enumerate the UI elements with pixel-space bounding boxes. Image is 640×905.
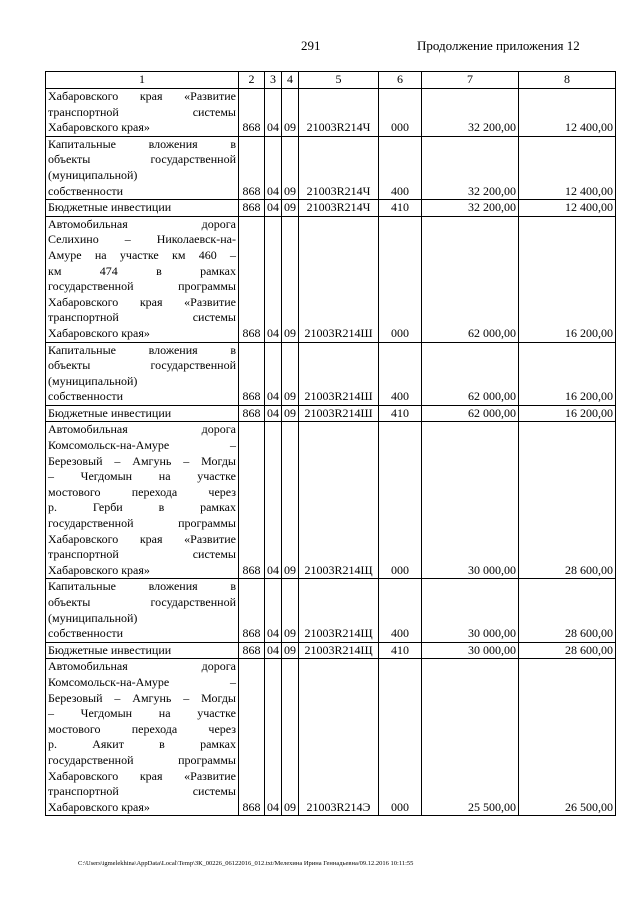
row-name-line: собственности (48, 183, 124, 198)
subsection-code-cell: 09 (282, 200, 299, 217)
table-body (46, 89, 616, 816)
department-code-cell: 868 (239, 200, 265, 217)
row-name-line: объекты государственной (48, 595, 236, 609)
section-code-cell: 04 (265, 136, 282, 199)
amount-year1-cell: 62 000,00 (422, 405, 519, 422)
department-code-cell: 868 (239, 579, 265, 642)
row-name-line: Хабаровского края «Развитие (48, 89, 236, 103)
row-name-line: собственности (48, 626, 124, 641)
amount-year1-cell: 62 000,00 (422, 342, 519, 405)
row-name-line: государственной программы (48, 516, 236, 531)
amount-year1-cell: 32 200,00 (422, 89, 519, 137)
table-row (46, 200, 616, 217)
row-name-cell (46, 136, 239, 199)
table-row (46, 216, 616, 342)
department-code-cell: 868 (239, 216, 265, 342)
expense-type-cell: 400 (379, 342, 422, 405)
row-name-line: – Чегдомын на участке (48, 469, 236, 484)
row-name-line: государственной программы (48, 752, 236, 767)
amount-year2-cell: 12 400,00 (519, 89, 616, 137)
row-name-line: Селихино – Николаевск-на- (48, 232, 236, 247)
amount-year1-cell: 62 000,00 (422, 216, 519, 342)
column-header-row (46, 72, 616, 89)
appendix-continuation-title: Продолжение приложения 12 (417, 38, 580, 53)
table-row (46, 659, 616, 816)
row-name-line: р. Герби в рамках (48, 500, 236, 515)
column-header: 5 (299, 72, 379, 89)
row-name-cell (46, 642, 239, 659)
target-article-cell: 21003R214Ч (299, 89, 379, 137)
column-header: 4 (282, 72, 299, 89)
row-name-line: км 474 в рамках (48, 263, 236, 278)
table-row (46, 89, 616, 137)
row-name-line: – Чегдомын на участке (48, 706, 236, 721)
row-name-line: Хабаровского края» (48, 325, 150, 340)
expense-type-cell: 410 (379, 200, 422, 217)
table-row (46, 405, 616, 422)
table-row (46, 579, 616, 642)
amount-year2-cell: 16 200,00 (519, 216, 616, 342)
column-header: 2 (239, 72, 265, 89)
row-name-line: государственной программы (48, 279, 236, 294)
expense-type-cell: 000 (379, 89, 422, 137)
row-name-line: Капитальные вложения в (48, 579, 236, 594)
expense-type-cell: 410 (379, 642, 422, 659)
row-name-cell (46, 405, 239, 422)
row-name-line: транспортной системы (48, 784, 236, 799)
column-header: 1 (46, 72, 239, 89)
row-name-line: Хабаровского края» (48, 799, 150, 814)
row-name-line: мостового перехода через (48, 721, 236, 736)
subsection-code-cell: 09 (282, 579, 299, 642)
row-name-line: Бюджетные инвестиции (48, 405, 172, 420)
target-article-cell: 21003R214Э (299, 659, 379, 816)
subsection-code-cell: 09 (282, 659, 299, 816)
target-article-cell: 21003R214Ш (299, 342, 379, 405)
row-name-line: Автомобильная дорога (48, 216, 236, 231)
row-name-line: (муниципальной) (48, 167, 138, 182)
row-name-line: Хабаровского края» (48, 120, 150, 135)
row-name-line: Автомобильная дорога (48, 422, 236, 437)
amount-year2-cell: 16 200,00 (519, 342, 616, 405)
target-article-cell: 21003R214Щ (299, 579, 379, 642)
target-article-cell: 21003R214Ч (299, 136, 379, 199)
expense-type-cell: 000 (379, 659, 422, 816)
target-article-cell: 21003R214Щ (299, 422, 379, 579)
department-code-cell: 868 (239, 342, 265, 405)
target-article-cell: 21003R214Ш (299, 405, 379, 422)
amount-year2-cell: 12 400,00 (519, 200, 616, 217)
row-name-line: Автомобильная дорога (48, 659, 236, 674)
subsection-code-cell: 09 (282, 136, 299, 199)
target-article-cell: 21003R214Ч (299, 200, 379, 217)
row-name-line: Березовый – Амгунь – Могды (48, 690, 236, 705)
row-name-line: мостового перехода через (48, 484, 236, 499)
column-header: 7 (422, 72, 519, 89)
row-name-line: Березовый – Амгунь – Могды (48, 453, 236, 468)
row-name-cell (46, 89, 239, 137)
amount-year1-cell: 32 200,00 (422, 200, 519, 217)
row-name-line: Комсомольск-на-Амуре – (48, 674, 236, 689)
amount-year2-cell: 28 600,00 (519, 579, 616, 642)
row-name-line: Хабаровского края «Развитие (48, 294, 236, 309)
department-code-cell: 868 (239, 89, 265, 137)
row-name-line: Хабаровского края «Развитие (48, 531, 236, 546)
row-name-cell (46, 216, 239, 342)
table-row (46, 342, 616, 405)
row-name-line: транспортной системы (48, 547, 236, 562)
subsection-code-cell: 09 (282, 405, 299, 422)
table-row (46, 642, 616, 659)
row-name-line: Хабаровского края «Развитие (48, 768, 236, 783)
row-name-cell (46, 342, 239, 405)
row-name-cell (46, 200, 239, 217)
column-header: 8 (519, 72, 616, 89)
section-code-cell: 04 (265, 405, 282, 422)
subsection-code-cell: 09 (282, 642, 299, 659)
row-name-line: транспортной системы (48, 104, 236, 119)
row-name-line: Хабаровского края» (48, 562, 150, 577)
section-code-cell: 04 (265, 200, 282, 217)
row-name-line: объекты государственной (48, 358, 236, 373)
row-name-cell (46, 422, 239, 579)
section-code-cell: 04 (265, 89, 282, 137)
expense-type-cell: 000 (379, 422, 422, 579)
department-code-cell: 868 (239, 659, 265, 816)
section-code-cell: 04 (265, 642, 282, 659)
budget-table (45, 71, 616, 816)
expense-type-cell: 400 (379, 579, 422, 642)
subsection-code-cell: 09 (282, 216, 299, 342)
row-name-line: Бюджетные инвестиции (48, 200, 172, 215)
table-row (46, 136, 616, 199)
amount-year1-cell: 30 000,00 (422, 422, 519, 579)
expense-type-cell: 400 (379, 136, 422, 199)
subsection-code-cell: 09 (282, 342, 299, 405)
expense-type-cell: 000 (379, 216, 422, 342)
amount-year2-cell: 26 500,00 (519, 659, 616, 816)
target-article-cell: 21003R214Щ (299, 642, 379, 659)
amount-year1-cell: 25 500,00 (422, 659, 519, 816)
section-code-cell: 04 (265, 659, 282, 816)
department-code-cell: 868 (239, 422, 265, 579)
row-name-line: объекты государственной (48, 152, 236, 167)
row-name-line: (муниципальной) (48, 373, 138, 388)
department-code-cell: 868 (239, 136, 265, 199)
section-code-cell: 04 (265, 216, 282, 342)
row-name-line: (муниципальной) (48, 610, 138, 625)
amount-year2-cell: 16 200,00 (519, 405, 616, 422)
target-article-cell: 21003R214Ш (299, 216, 379, 342)
subsection-code-cell: 09 (282, 422, 299, 579)
section-code-cell: 04 (265, 422, 282, 579)
amount-year1-cell: 30 000,00 (422, 642, 519, 659)
row-name-line: р. Аякит в рамках (48, 737, 236, 752)
row-name-line: Бюджетные инвестиции (48, 642, 172, 657)
column-header: 3 (265, 72, 282, 89)
column-header: 6 (379, 72, 422, 89)
amount-year2-cell: 12 400,00 (519, 136, 616, 199)
amount-year2-cell: 28 600,00 (519, 642, 616, 659)
department-code-cell: 868 (239, 405, 265, 422)
row-name-line: Капитальные вложения в (48, 342, 236, 357)
page-number: 291 (301, 38, 321, 53)
table-row (46, 422, 616, 579)
row-name-line: собственности (48, 389, 124, 404)
department-code-cell: 868 (239, 642, 265, 659)
footer-file-path: C:\Users\igmelekhina\AppData\Local\Temp\ЗК_00226_06122016_012.txt/Мелехина Ирина Геннадьевна/09.12.2016 10:11:55 (78, 860, 414, 867)
row-name-line: Амуре на участке км 460 – (48, 247, 236, 262)
row-name-line: транспортной системы (48, 310, 236, 325)
section-code-cell: 04 (265, 579, 282, 642)
amount-year1-cell: 32 200,00 (422, 136, 519, 199)
row-name-cell (46, 659, 239, 816)
amount-year1-cell: 30 000,00 (422, 579, 519, 642)
row-name-line: Капитальные вложения в (48, 136, 236, 151)
row-name-line: Комсомольск-на-Амуре – (48, 438, 236, 453)
section-code-cell: 04 (265, 342, 282, 405)
expense-type-cell: 410 (379, 405, 422, 422)
subsection-code-cell: 09 (282, 89, 299, 137)
amount-year2-cell: 28 600,00 (519, 422, 616, 579)
row-name-cell (46, 579, 239, 642)
